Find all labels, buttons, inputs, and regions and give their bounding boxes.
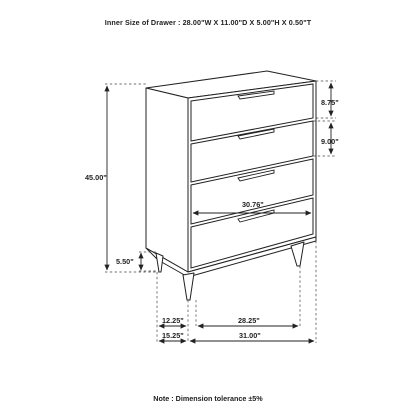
- front-leg-span-label: 28.25": [238, 316, 260, 325]
- chest-side-panel: [146, 88, 188, 272]
- side-leg-span-label: 12.25": [162, 316, 184, 325]
- overall-width-label: 31.00": [239, 331, 261, 340]
- leg-back-left: [156, 253, 163, 272]
- inner-drawer-size-heading: Inner Size of Drawer : 28.00"W X 11.00"D X 5.00"H X 0.50"T: [104, 18, 312, 27]
- tolerance-note: Note : Dimension tolerance ±5%: [153, 394, 263, 403]
- leg-front-left: [183, 273, 194, 300]
- leg-height-label: 5.50": [116, 257, 134, 266]
- drawer-width-label: 30.76": [242, 200, 264, 209]
- leg-front-right: [291, 242, 304, 266]
- drawer-2-height-label: 9.00": [321, 137, 339, 146]
- drawer-1-height-label: 8.75": [321, 98, 339, 107]
- overall-height-label: 45.00": [85, 173, 107, 182]
- overall-depth-label: 15.25": [162, 331, 184, 340]
- chest-body: [146, 71, 316, 272]
